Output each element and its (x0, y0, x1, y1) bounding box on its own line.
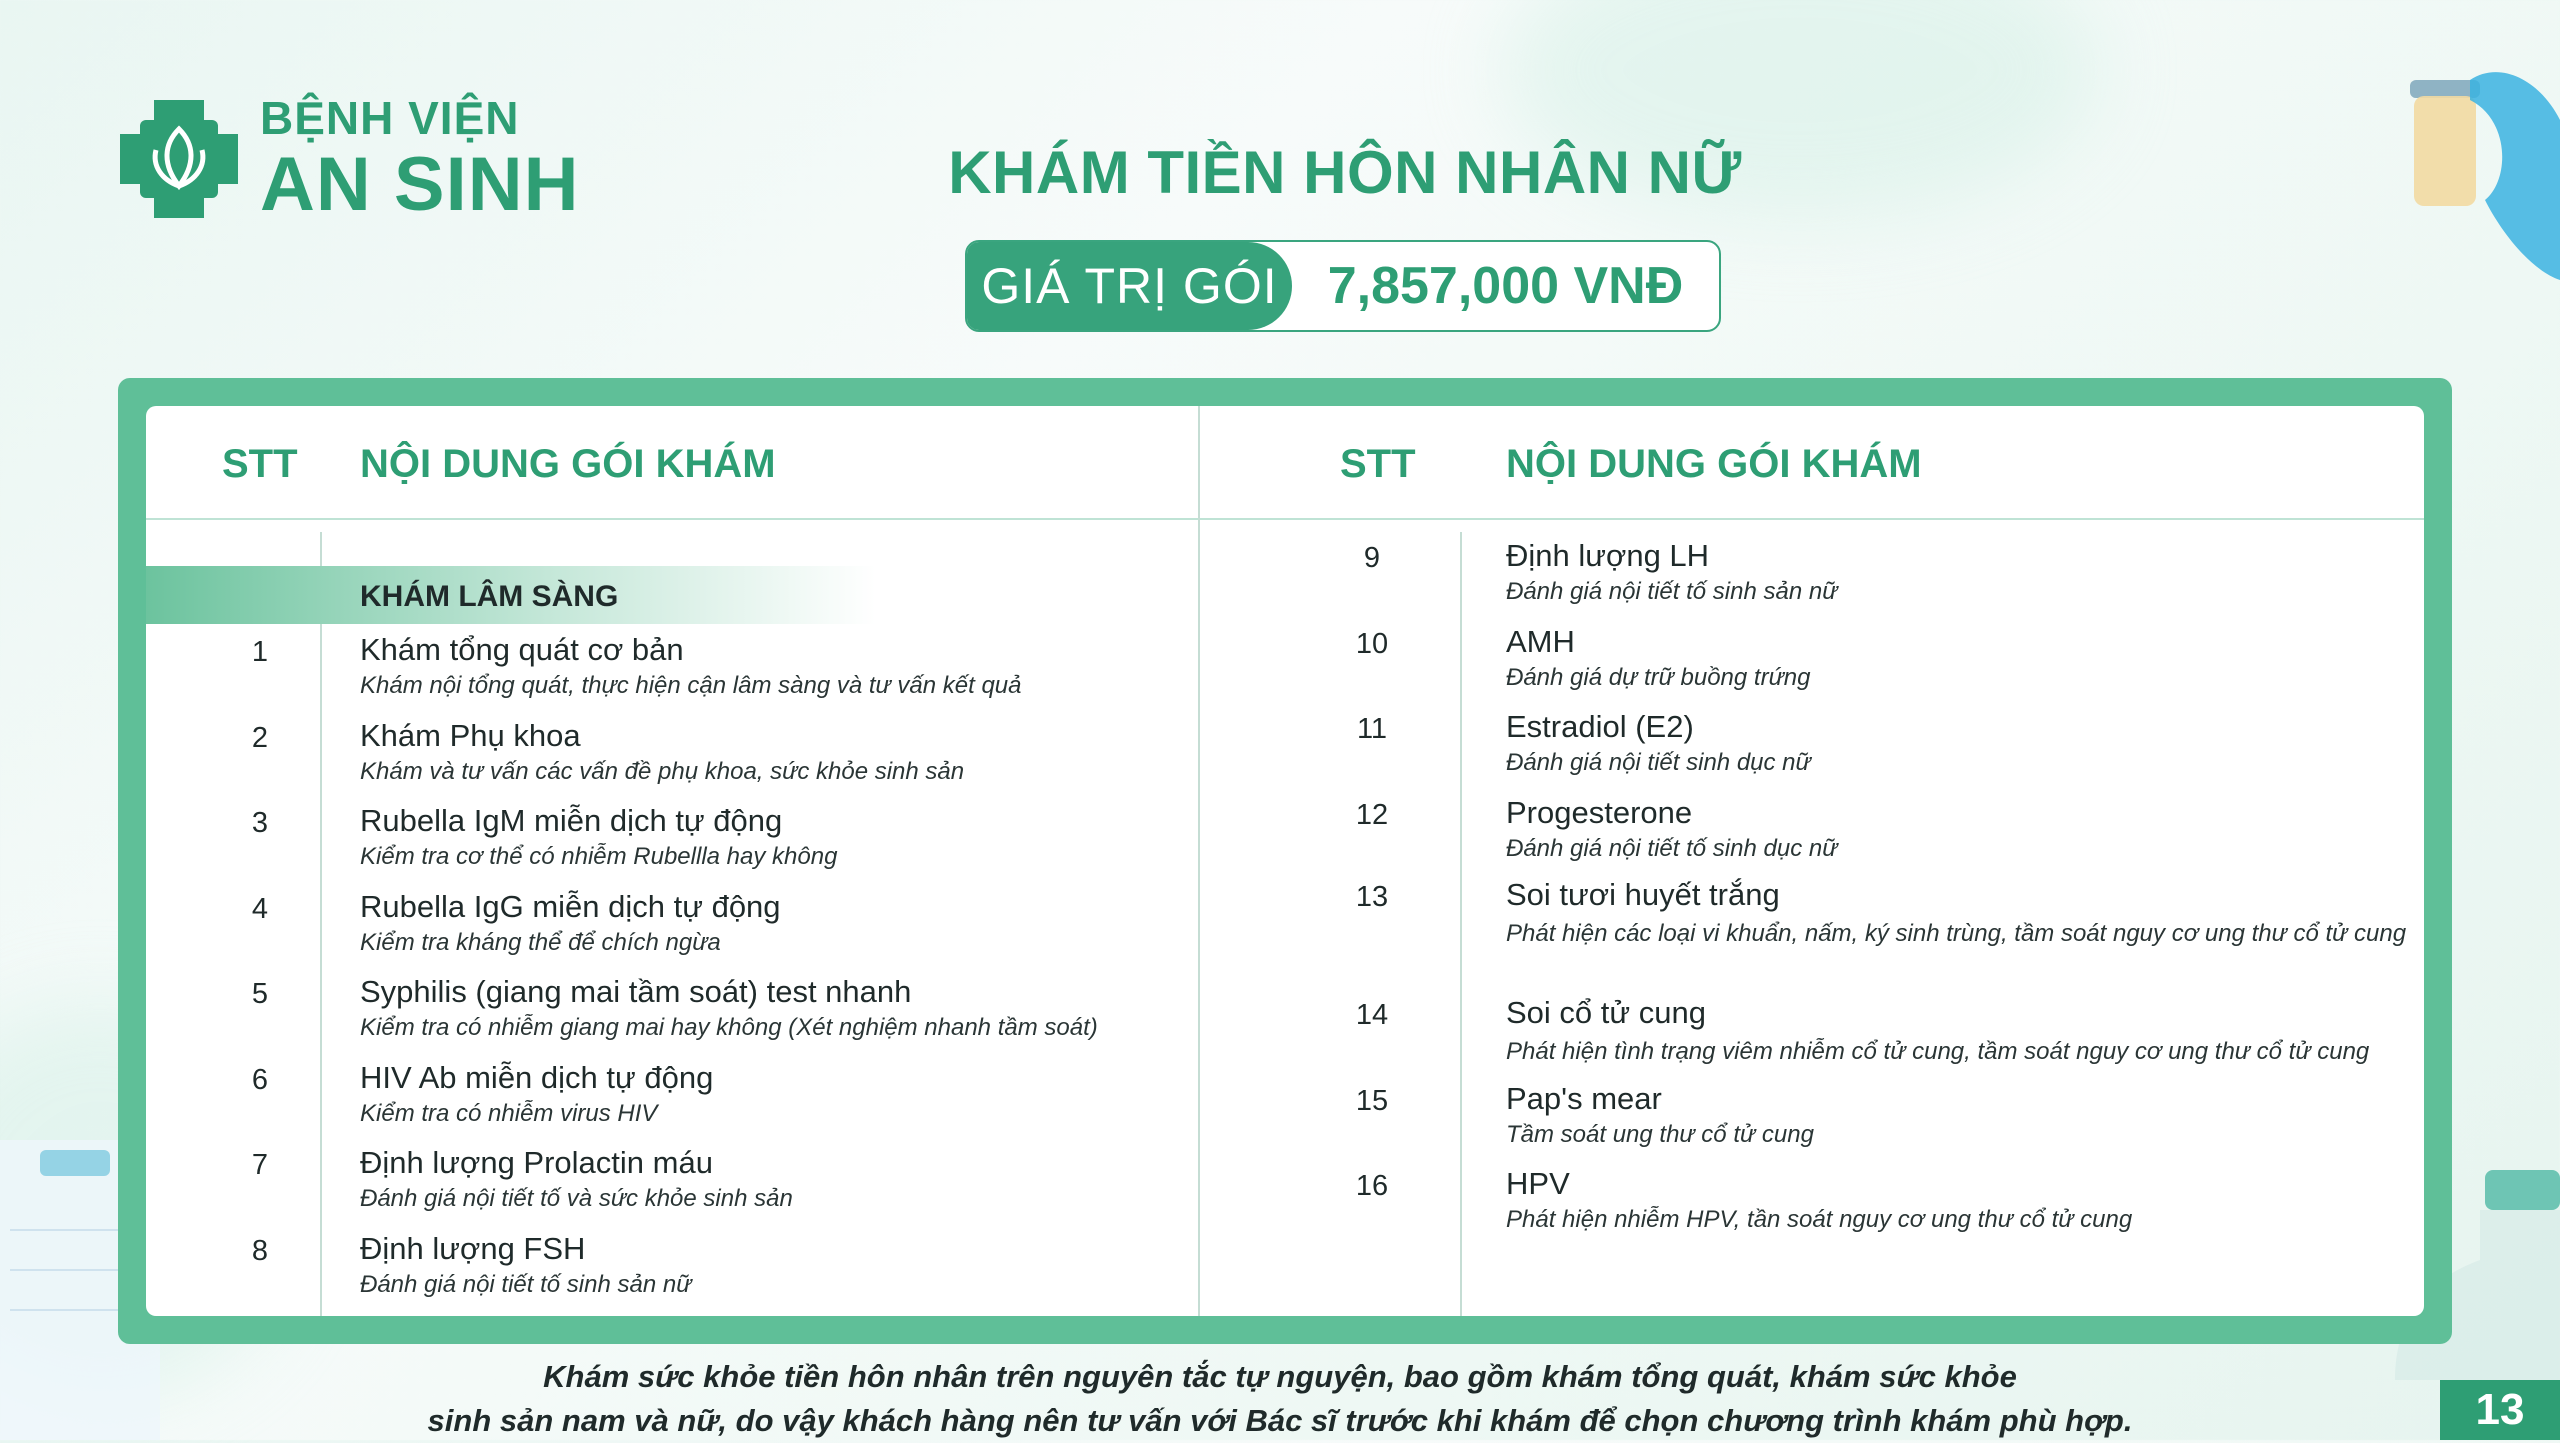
price-label: GIÁ TRỊ GÓI (967, 242, 1292, 330)
row-title: Pap's mear (1506, 1081, 1662, 1116)
row-number: 4 (251, 893, 269, 925)
row-title: Rubella IgM miễn dịch tự động (360, 803, 783, 838)
row-description: Phát hiện nhiễm HPV, tần soát nguy cơ ung thư cổ tử cung (1506, 1206, 2133, 1233)
row-title: Progesterone (1506, 795, 1693, 830)
row-description: Khám và tư vấn các vấn đề phụ khoa, sức khỏe sinh sản (360, 758, 965, 785)
section-header (146, 566, 876, 624)
row-description: Khám nội tổng quát, thực hiện cận lâm sàng và tư vấn kết quả (360, 672, 1022, 699)
footer-line1: Khám sức khỏe tiền hôn nhân trên nguyên tắc tự nguyện, bao gồm khám tổng quát, khám sức khỏe (543, 1359, 2017, 1394)
row-description: Đánh giá nội tiết sinh dục nữ (1506, 749, 1811, 776)
row-number: 1 (251, 636, 269, 668)
row-title: AMH (1506, 624, 1575, 659)
row-title: Soi tươi huyết trắng (1506, 877, 1780, 912)
row-title: Khám tổng quát cơ bản (360, 632, 684, 667)
row-number: 10 (1355, 628, 1389, 660)
footer-line2: sinh sản nam và nữ, do vậy khách hàng nên tư vấn với Bác sĩ trước khi khám để chọn chương trình khám phù hợp. (427, 1403, 2133, 1438)
header-stt-left: STT (222, 442, 298, 486)
row-number: 9 (1363, 542, 1381, 574)
row-number: 11 (1356, 713, 1388, 745)
row-number: 6 (251, 1064, 269, 1096)
row-title: Estradiol (E2) (1506, 709, 1694, 744)
row-description: Tầm soát ung thư cổ tử cung (1506, 1121, 1814, 1148)
header-content-right: NỘI DUNG GÓI KHÁM (1506, 442, 1922, 486)
row-description: Kiểm tra kháng thể để chích ngừa (360, 929, 721, 956)
row-number: 12 (1355, 799, 1389, 831)
header-stt-right: STT (1340, 442, 1416, 486)
row-title: HIV Ab miễn dịch tự động (360, 1060, 714, 1095)
footer-note (0, 1355, 2560, 1443)
row-number: 15 (1355, 1085, 1389, 1117)
table-header (146, 406, 2424, 520)
logo-line2: AN SINH (260, 142, 580, 227)
row-description: Kiểm tra có nhiễm giang mai hay không (Xét nghiệm nhanh tầm soát) (360, 1014, 1098, 1041)
row-title: HPV (1506, 1166, 1570, 1201)
price-box (965, 240, 1721, 332)
package-panel (118, 378, 2452, 1344)
row-description: Phát hiện tình trạng viêm nhiễm cổ tử cung, tầm soát nguy cơ ung thư cổ tử cung (1506, 1038, 2370, 1065)
row-description: Kiểm tra cơ thể có nhiễm Rubellla hay không (360, 843, 838, 870)
page-number: 13 (2440, 1380, 2560, 1440)
logo-line1: BỆNH VIỆN (260, 92, 520, 144)
page-title: KHÁM TIỀN HÔN NHÂN NỮ (948, 139, 1742, 206)
row-description: Kiểm tra có nhiễm virus HIV (360, 1100, 658, 1127)
row-title: Định lượng LH (1506, 538, 1710, 573)
row-title: Định lượng FSH (360, 1231, 586, 1266)
row-title: Định lượng Prolactin máu (360, 1145, 713, 1180)
section-title: KHÁM LÂM SÀNG (360, 580, 619, 613)
row-number: 8 (251, 1235, 269, 1267)
row-number: 2 (251, 722, 269, 754)
header-content-left: NỘI DUNG GÓI KHÁM (360, 442, 776, 486)
package-table (146, 406, 2424, 1316)
row-number: 16 (1355, 1170, 1389, 1202)
row-number: 14 (1355, 999, 1389, 1031)
row-description: Đánh giá dự trữ buồng trứng (1506, 664, 1811, 691)
price-value: 7,857,000 VNĐ (1327, 257, 1684, 315)
row-title: Rubella IgG miễn dịch tự động (360, 889, 781, 924)
row-title: Syphilis (giang mai tầm soát) test nhanh (360, 974, 912, 1009)
row-number: 13 (1355, 881, 1389, 913)
center-divider (1198, 406, 1200, 1316)
row-number: 5 (251, 978, 269, 1010)
glove-vial-icon (2400, 60, 2560, 280)
row-description: Phát hiện các loại vi khuẩn, nấm, ký sinh trùng, tầm soát nguy cơ ung thư cổ tử cung (1506, 920, 2407, 947)
row-number: 3 (251, 807, 269, 839)
row-number: 7 (251, 1149, 269, 1181)
row-description: Đánh giá nội tiết tố và sức khỏe sinh sản (360, 1185, 793, 1212)
left-column-divider (320, 532, 322, 1316)
right-column-divider (1460, 532, 1462, 1316)
row-title: Soi cổ tử cung (1506, 995, 1706, 1030)
row-description: Đánh giá nội tiết tố sinh sản nữ (1506, 578, 1838, 605)
row-description: Đánh giá nội tiết tố sinh dục nữ (1506, 835, 1838, 862)
row-title: Khám Phụ khoa (360, 718, 581, 753)
row-description: Đánh giá nội tiết tố sinh sản nữ (360, 1271, 692, 1298)
